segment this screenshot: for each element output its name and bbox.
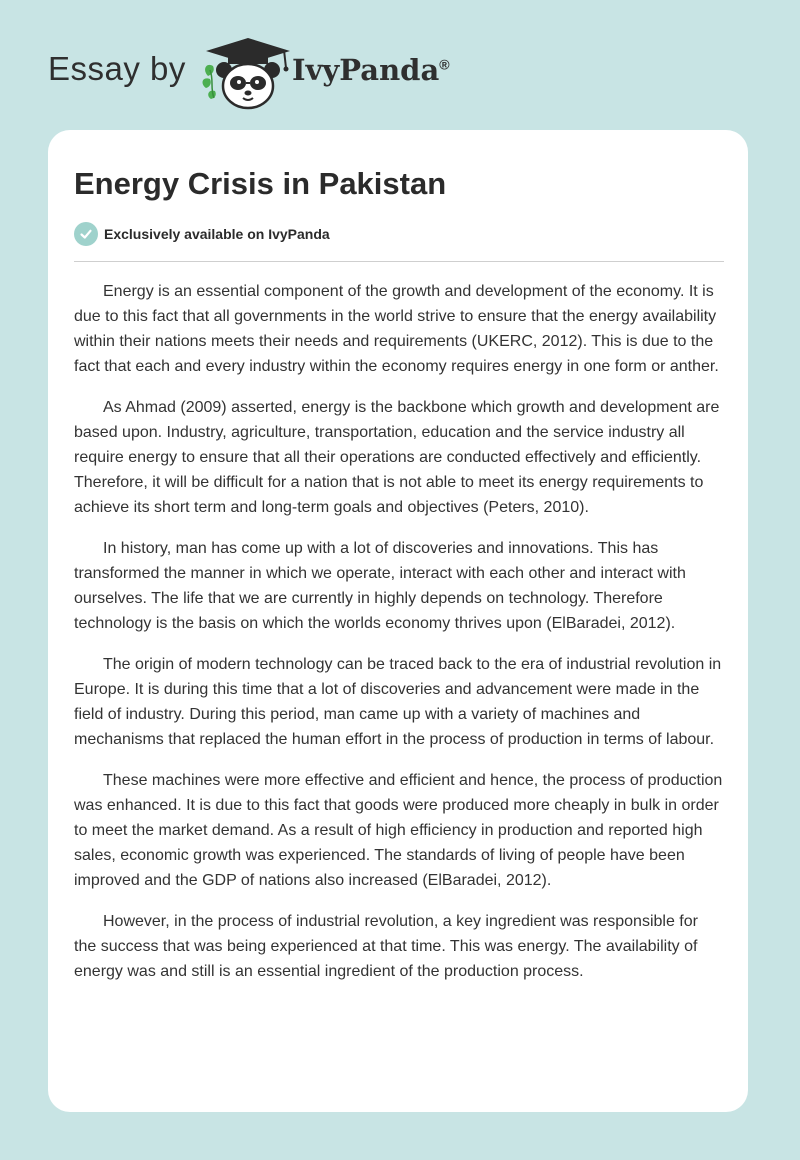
exclusive-badge: [74, 222, 330, 246]
essay-by-label: Essay by: [48, 50, 186, 87]
essay-card: [48, 130, 748, 1112]
site-header: [0, 0, 800, 130]
paragraph: As Ahmad (2009) asserted, energy is the backbone which growth and development are based upon. Industry, agriculture, transportation, education and the service industry all require energy to ensure that all their operations are conducted effectively and efficiently. Therefore, it will be difficult for a nation that is not able to meet its energy requirements to achieve its short term and long-term goals and objectives (Peters, 2010).: [74, 399, 720, 516]
paragraph: These machines were more effective and efficient and hence, the process of production was enhanced. It is due to this fact that goods were produced more cheaply in bulk in order to meet the market demand. As a result of high efficiency in production and reported high sales, economic growth was experienced. The standards of living of people have been improved and the GDP of nations also increased (ElBaradei, 2012).: [74, 772, 723, 889]
paragraph: The origin of modern technology can be traced back to the era of industrial revolution in Europe. It is during this time that a lot of discoveries and advancement were made in the field of industry. During this period, man came up with a variety of machines and mechanisms that replaced the human effort in the process of production in terms of labour.: [74, 656, 722, 748]
paragraph: Energy is an essential component of the growth and development of the economy. It is due to this fact that all governments in the world strive to ensure that the energy availability within their nations meets their needs and requirements (UKERC, 2012). This is due to the fact that each and every industry within the economy requires energy in one form or anther.: [74, 283, 719, 375]
check-icon: [74, 222, 98, 246]
title-divider: [74, 261, 724, 262]
exclusive-badge-text: Exclusively available on IvyPanda: [104, 226, 330, 242]
essay-title: Energy Crisis in Pakistan: [74, 166, 447, 201]
ivypanda-logo-icon[interactable]: [200, 36, 296, 110]
essay-body: [74, 279, 724, 1000]
paragraph: However, in the process of industrial revolution, a key ingredient was responsible for the success that was being experienced at that time. This was energy. The availability of energy was and still is an essential ingredient of the production process.: [74, 913, 698, 980]
paragraph: In history, man has come up with a lot of discoveries and innovations. This has transformed the manner in which we operate, interact with each other and interact with ourselves. The life that we are currently in highly depends on technology. Therefore technology is the basis on which the worlds economy thrives upon (ElBaradei, 2012).: [74, 540, 686, 632]
brand-name[interactable]: [292, 53, 450, 87]
trademark-symbol: ®: [439, 56, 450, 73]
brand-text: IvyPanda: [292, 53, 440, 87]
